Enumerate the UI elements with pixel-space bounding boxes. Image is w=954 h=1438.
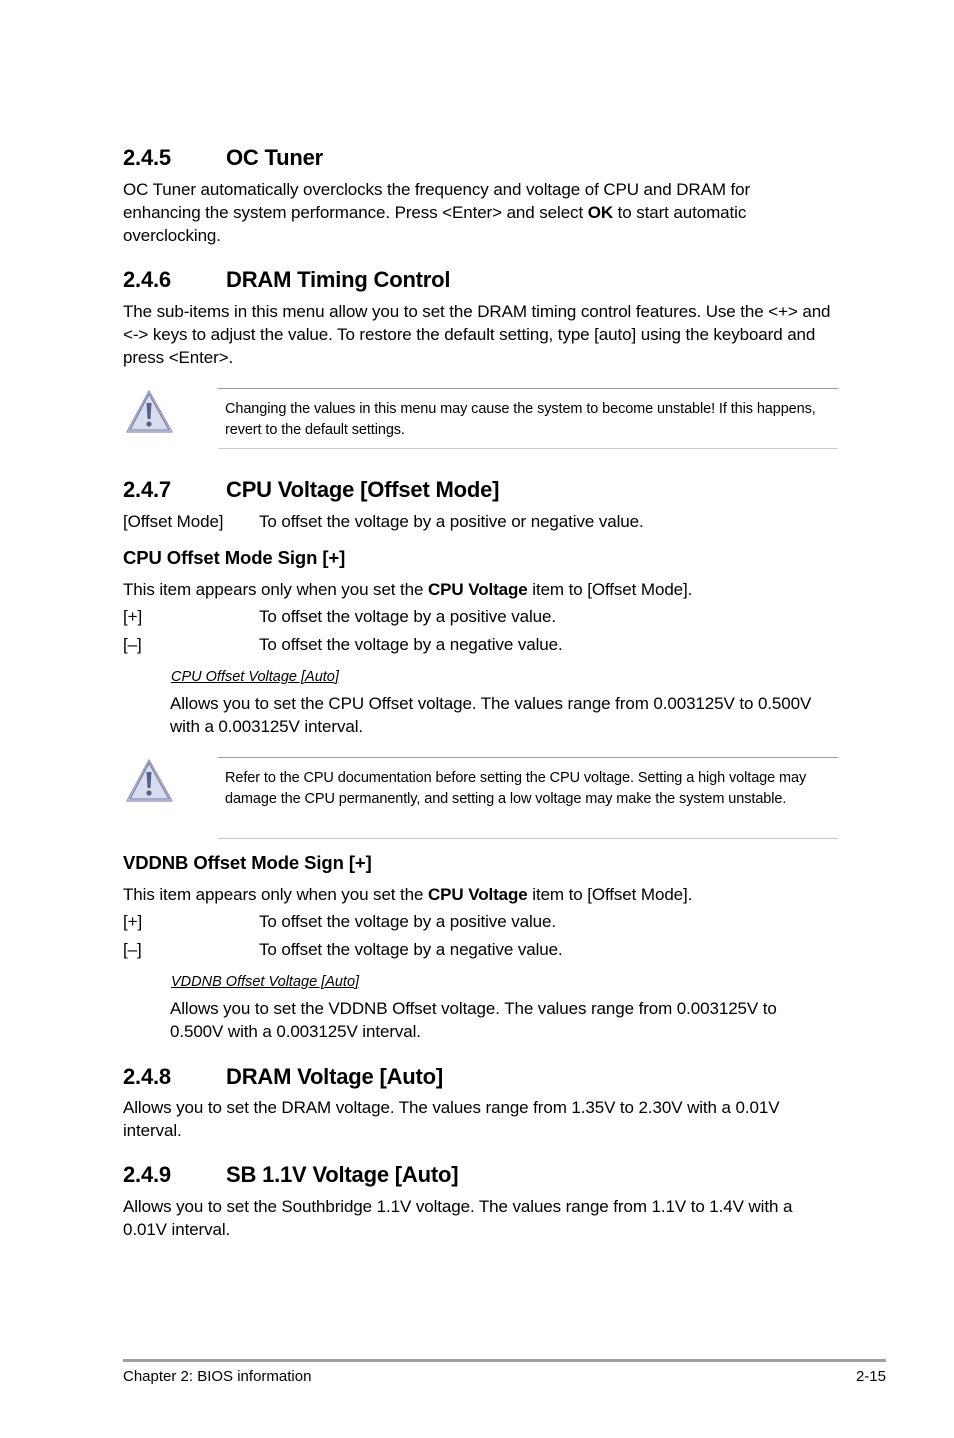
text-run-bold: CPU Voltage	[428, 580, 528, 599]
text-run-bold: OK	[587, 203, 614, 222]
section-heading-oc-tuner	[123, 145, 323, 171]
note-text: Changing the values in this menu may cause the system to become unstable! If this happens, revert to the default settings.	[225, 401, 816, 438]
footer-chapter: Chapter 2: BIOS information	[123, 1368, 312, 1385]
text-run: to start automatic overclocking.	[123, 203, 747, 245]
cpu-offset-voltage-description: Allows you to set the CPU Offset voltage. The values range from 0.003125V to 0.500V with a 0.003125V interval.	[170, 694, 812, 736]
section-title: OC Tuner	[226, 145, 323, 170]
text-run: OC Tuner automatically overclocks the frequency and voltage of CPU and DRAM for enhancing the system performance. Press <Enter> and select	[123, 180, 751, 222]
warning-icon	[123, 757, 175, 805]
text-run: This item appears only when you set the	[123, 885, 428, 904]
section-number: 2.4.6	[123, 267, 171, 292]
section-number: 2.4.8	[123, 1064, 171, 1089]
footer-page-number: 2-15	[855, 1368, 886, 1385]
option-minus	[123, 938, 823, 961]
option-plus	[123, 605, 823, 628]
option-minus	[123, 633, 823, 656]
footer-rule	[123, 1359, 886, 1362]
text-run: item to [Offset Mode].	[527, 580, 693, 599]
section-heading-dram-timing	[123, 267, 450, 293]
option-description: To offset the voltage by a negative value.	[259, 635, 563, 654]
option-description: To offset the voltage by a negative value.	[259, 940, 563, 959]
option-key: [+]	[123, 607, 143, 626]
note-text: Refer to the CPU documentation before setting the CPU voltage. Setting a high voltage may damage the CPU permanently, and setting a low voltage may make the system unstable.	[225, 770, 807, 807]
vddnb-offset-voltage-link: VDDNB Offset Voltage [Auto]	[171, 974, 360, 990]
section-number: 2.4.9	[123, 1162, 171, 1187]
section-number: 2.4.7	[123, 477, 171, 502]
subheading-cpu-offset-sign: CPU Offset Mode Sign [+]	[123, 547, 346, 568]
dram-voltage-description: Allows you to set the DRAM voltage. The values range from 1.35V to 2.30V with a 0.01V interval.	[123, 1098, 780, 1140]
warning-note-dram	[218, 388, 838, 449]
option-key: [–]	[123, 635, 142, 654]
dram-timing-description: The sub-items in this menu allow you to set the DRAM timing control features. Use the <+> and <-> keys to adjust the value. To restore the default setting, type [auto] using the keyboard and press <Enter>.	[123, 302, 831, 367]
option-description: To offset the voltage by a positive or negative value.	[259, 512, 644, 531]
vddnb-offset-sign-intro	[123, 883, 843, 906]
text-run: This item appears only when you set the	[123, 580, 428, 599]
warning-note-cpu	[218, 757, 838, 839]
option-description: To offset the voltage by a positive value.	[259, 912, 556, 931]
subheading-vddnb-offset-sign: VDDNB Offset Mode Sign [+]	[123, 852, 372, 873]
option-offset-mode	[123, 510, 823, 533]
option-description: To offset the voltage by a positive value.	[259, 607, 556, 626]
section-number: 2.4.5	[123, 145, 171, 170]
oc-tuner-description	[123, 178, 823, 247]
option-key: [+]	[123, 912, 143, 931]
section-title: SB 1.1V Voltage [Auto]	[226, 1162, 459, 1187]
warning-icon	[123, 388, 175, 436]
vddnb-offset-voltage-description: Allows you to set the VDDNB Offset voltage. The values range from 0.003125V to 0.500V with a 0.003125V interval.	[170, 999, 777, 1041]
section-title: CPU Voltage [Offset Mode]	[226, 477, 500, 502]
section-heading-cpu-voltage	[123, 477, 499, 503]
option-plus	[123, 910, 823, 933]
cpu-offset-voltage-link: CPU Offset Voltage [Auto]	[171, 669, 339, 685]
section-heading-sb-voltage	[123, 1162, 458, 1188]
text-run-bold: CPU Voltage	[428, 885, 528, 904]
option-key: [–]	[123, 940, 142, 959]
section-title: DRAM Timing Control	[226, 267, 451, 292]
section-title: DRAM Voltage [Auto]	[226, 1064, 443, 1089]
sb-voltage-description: Allows you to set the Southbridge 1.1V voltage. The values range from 1.1V to 1.4V with a 0.01V interval.	[123, 1197, 793, 1239]
option-key: [Offset Mode]	[123, 512, 224, 531]
section-heading-dram-voltage	[123, 1064, 443, 1090]
text-run: item to [Offset Mode].	[527, 885, 693, 904]
cpu-offset-sign-intro	[123, 578, 843, 601]
